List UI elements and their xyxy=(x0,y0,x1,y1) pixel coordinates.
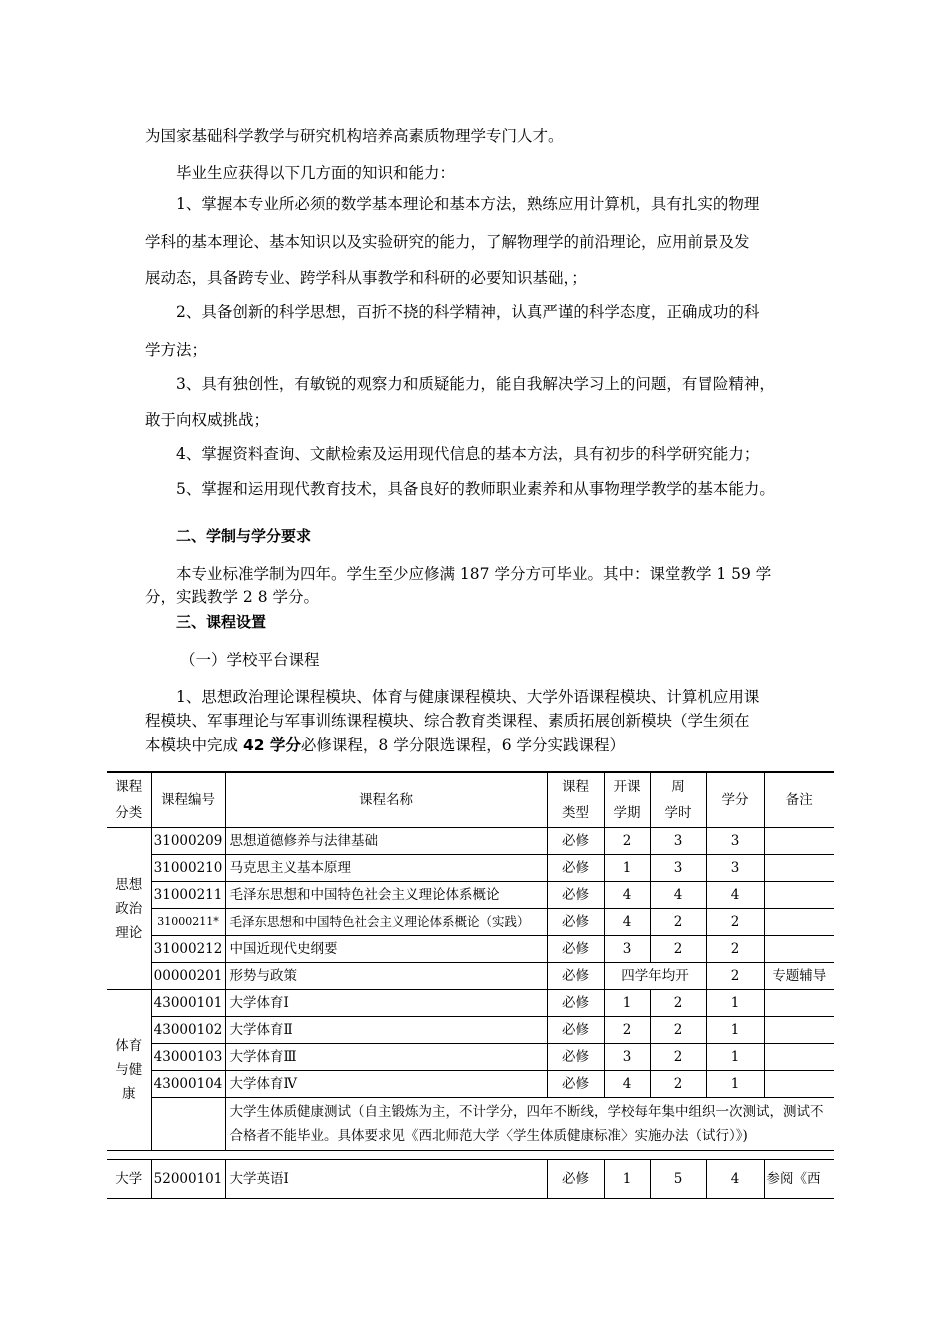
course-name: 大学英语Ⅰ xyxy=(225,1160,547,1199)
course-type: 必修 xyxy=(547,1017,604,1044)
course-name: 形势与政策 xyxy=(225,963,547,990)
course-hours: 2 xyxy=(650,1071,706,1098)
section-3-intro-line1: 1、思想政治理论课程模块、体育与健康课程模块、大学外语课程模块、计算机应用课 xyxy=(176,688,760,706)
course-term: 3 xyxy=(604,1044,650,1071)
course-table xyxy=(107,771,834,1199)
course-code: 43000101 xyxy=(151,990,225,1017)
table-row xyxy=(107,936,834,963)
course-term-hours-merged: 四学年均开 xyxy=(604,963,706,990)
table-row xyxy=(107,855,834,882)
course-type: 必修 xyxy=(547,909,604,936)
course-note xyxy=(764,909,834,936)
section-2-line1: 本专业标准学制为四年。学生至少应修满 187 学分方可毕业。其中：课堂教学 1 59 学 xyxy=(176,565,772,583)
course-credit: 2 xyxy=(706,963,764,990)
paragraph-abilities-intro: 毕业生应获得以下几方面的知识和能力： xyxy=(176,164,456,182)
section-3-heading: 三、课程设置 xyxy=(176,613,267,631)
ability-3-line2: 敢于向权威挑战； xyxy=(145,411,270,429)
ability-1-line1: 1、掌握本专业所必须的数学基本理论和基本方法，熟练应用计算机，具有扎实的物理 xyxy=(176,195,760,213)
course-code: 31000211 xyxy=(151,882,225,909)
course-name: 大学体育Ⅰ xyxy=(225,990,547,1017)
course-name: 思想道德修养与法律基础 xyxy=(225,828,547,855)
course-type: 必修 xyxy=(547,990,604,1017)
ability-5: 5、掌握和运用现代教育技术，具备良好的教师职业素养和从事物理学教学的基本能力。 xyxy=(176,480,775,498)
table-spacer-row xyxy=(107,1151,834,1160)
table-row xyxy=(107,990,834,1017)
table-header-row xyxy=(107,772,834,828)
course-code xyxy=(151,1098,225,1151)
course-type: 必修 xyxy=(547,828,604,855)
course-type: 必修 xyxy=(547,855,604,882)
category-politics: 思想 政治 理论 xyxy=(107,828,151,990)
course-code: 31000211* xyxy=(151,909,225,936)
course-name: 毛泽东思想和中国特色社会主义理论体系概论 xyxy=(225,882,547,909)
course-credit: 4 xyxy=(706,882,764,909)
course-term: 1 xyxy=(604,990,650,1017)
course-type: 必修 xyxy=(547,1160,604,1199)
table-row xyxy=(107,828,834,855)
course-credit: 4 xyxy=(706,1160,764,1199)
section-3-intro-line3: 本模块中完成 42 学分必修课程，8 学分限选课程，6 学分实践课程） xyxy=(145,736,625,754)
course-hours: 2 xyxy=(650,990,706,1017)
course-note xyxy=(764,1017,834,1044)
course-term: 4 xyxy=(604,909,650,936)
category-pe-health: 体育 与健 康 xyxy=(107,990,151,1151)
course-credit: 1 xyxy=(706,1071,764,1098)
ability-1-line2: 学科的基本理论、基本知识以及实验研究的能力，了解物理学的前沿理论，应用前景及发 xyxy=(145,233,750,251)
course-credit: 1 xyxy=(706,1044,764,1071)
course-code: 52000101 xyxy=(151,1160,225,1199)
category-english: 大学 xyxy=(107,1160,151,1199)
course-hours: 5 xyxy=(650,1160,706,1199)
course-term: 3 xyxy=(604,936,650,963)
course-code: 00000201 xyxy=(151,963,225,990)
course-type: 必修 xyxy=(547,1071,604,1098)
course-type: 必修 xyxy=(547,1044,604,1071)
course-hours: 3 xyxy=(650,855,706,882)
paragraph-goal: 为国家基础科学教学与研究机构培养高素质物理学专门人才。 xyxy=(145,127,564,145)
header-hours: 周 学时 xyxy=(650,772,706,828)
header-term: 开课 学期 xyxy=(604,772,650,828)
course-type: 必修 xyxy=(547,882,604,909)
course-code: 43000104 xyxy=(151,1071,225,1098)
course-credit: 1 xyxy=(706,990,764,1017)
header-name: 课程名称 xyxy=(225,772,547,828)
ability-4: 4、掌握资料查询、文献检索及运用现代信息的基本方法，具有初步的科学研究能力； xyxy=(176,445,760,463)
course-hours: 2 xyxy=(650,1044,706,1071)
course-note xyxy=(764,936,834,963)
header-type: 课程 类型 xyxy=(547,772,604,828)
course-type: 必修 xyxy=(547,936,604,963)
ability-2-line1: 2、具备创新的科学思想，百折不挠的科学精神，认真严谨的科学态度，正确成功的科 xyxy=(176,303,760,321)
course-code: 31000212 xyxy=(151,936,225,963)
course-code: 43000102 xyxy=(151,1017,225,1044)
course-hours: 3 xyxy=(650,828,706,855)
ability-1-line3: 展动态，具备跨专业、跨学科从事教学和科研的必要知识基础，； xyxy=(145,269,587,287)
table-row xyxy=(107,1071,834,1098)
table-row-fitness-test xyxy=(107,1098,834,1151)
course-code: 43000103 xyxy=(151,1044,225,1071)
course-name: 毛泽东思想和中国特色社会主义理论体系概论（实践） xyxy=(225,909,547,936)
course-note: 专题辅导 xyxy=(764,963,834,990)
course-name: 大学体育Ⅳ xyxy=(225,1071,547,1098)
ability-2-line2: 学方法； xyxy=(145,341,208,359)
course-hours: 4 xyxy=(650,882,706,909)
course-credit: 3 xyxy=(706,828,764,855)
course-name: 马克思主义基本原理 xyxy=(225,855,547,882)
section-3-intro-line2: 程模块、军事理论与军事训练课程模块、综合教育类课程、素质拓展创新模块（学生须在 xyxy=(145,712,750,730)
course-hours: 2 xyxy=(650,909,706,936)
course-name: 中国近现代史纲要 xyxy=(225,936,547,963)
course-name: 大学体育Ⅲ xyxy=(225,1044,547,1071)
table-row xyxy=(107,1044,834,1071)
fitness-test-note: 大学生体质健康测试（自主锻炼为主，不计学分，四年不断线，学校每年集中组织一次测试，测试不合格者不能毕业。具体要求见《西北师范大学〈学生体质健康标准〉实施办法（试行）》) xyxy=(225,1098,834,1151)
header-code: 课程编号 xyxy=(151,772,225,828)
course-term: 1 xyxy=(604,1160,650,1199)
table-row xyxy=(107,882,834,909)
course-code: 31000210 xyxy=(151,855,225,882)
course-name: 大学体育Ⅱ xyxy=(225,1017,547,1044)
section-2-line2: 分，实践教学 2 8 学分。 xyxy=(145,588,320,606)
course-hours: 2 xyxy=(650,1017,706,1044)
course-hours: 2 xyxy=(650,936,706,963)
ability-3-line1: 3、具有独创性，有敏锐的观察力和质疑能力，能自我解决学习上的问题，有冒险精神， xyxy=(176,375,775,393)
course-type: 必修 xyxy=(547,963,604,990)
table-row xyxy=(107,963,834,990)
course-term: 4 xyxy=(604,882,650,909)
course-note xyxy=(764,855,834,882)
course-code: 31000209 xyxy=(151,828,225,855)
course-term: 4 xyxy=(604,1071,650,1098)
header-note: 备注 xyxy=(764,772,834,828)
course-note xyxy=(764,828,834,855)
section-3-subheading: （一）学校平台课程 xyxy=(180,651,320,669)
section-2-heading: 二、学制与学分要求 xyxy=(176,527,312,545)
course-note xyxy=(764,882,834,909)
course-credit: 2 xyxy=(706,936,764,963)
course-note xyxy=(764,1044,834,1071)
course-note xyxy=(764,990,834,1017)
header-credit: 学分 xyxy=(706,772,764,828)
course-term: 2 xyxy=(604,828,650,855)
course-note: 参阅《西 xyxy=(764,1160,834,1199)
course-credit: 3 xyxy=(706,855,764,882)
course-note xyxy=(764,1071,834,1098)
header-category: 课程 分类 xyxy=(107,772,151,828)
required-credits-highlight: 42 学分 xyxy=(242,736,301,754)
table-row xyxy=(107,1017,834,1044)
table-row xyxy=(107,1160,834,1199)
course-term: 2 xyxy=(604,1017,650,1044)
course-credit: 2 xyxy=(706,909,764,936)
course-term: 1 xyxy=(604,855,650,882)
course-credit: 1 xyxy=(706,1017,764,1044)
table-row xyxy=(107,909,834,936)
